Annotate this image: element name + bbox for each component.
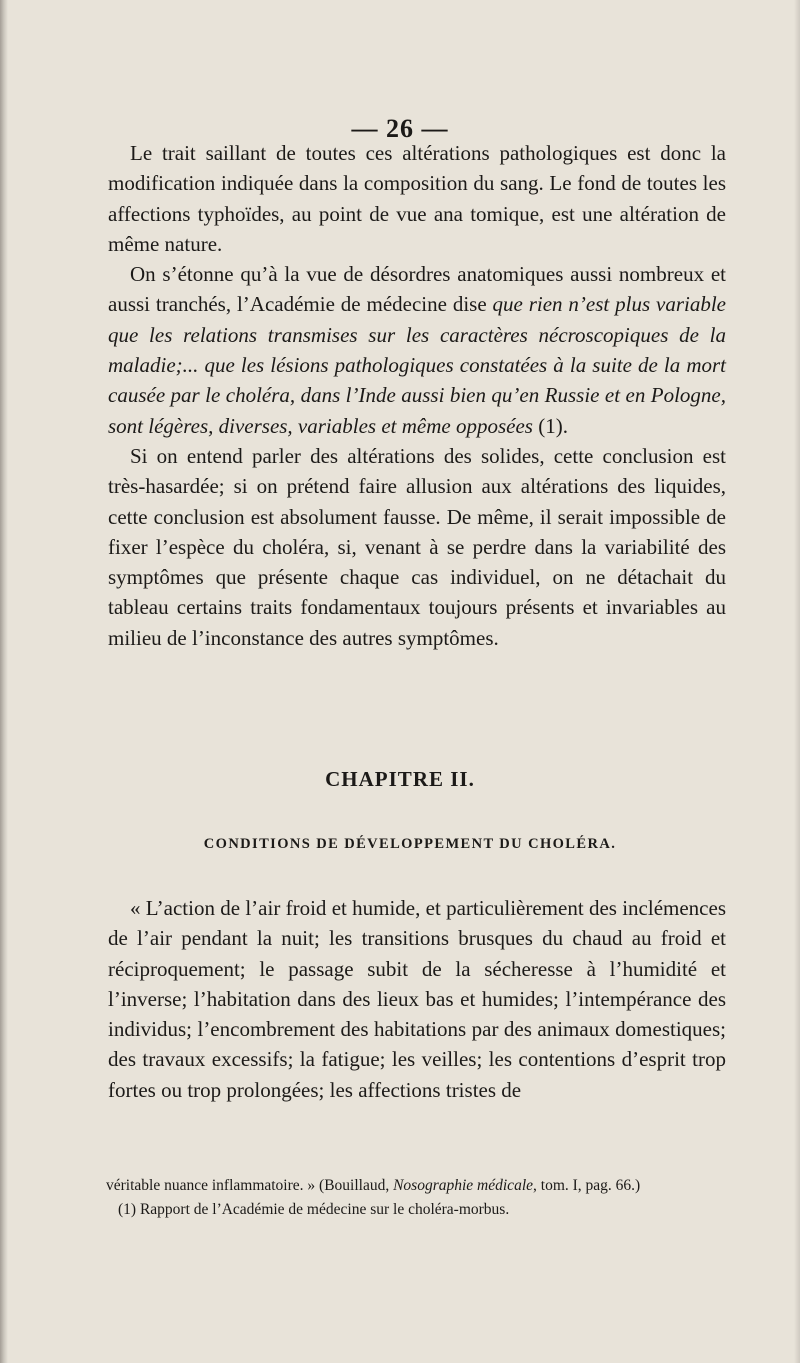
paragraph-2-text-a: On s’étonne qu’à la vue de désordres anatomiques aussi nombreux et aussi tranchés, l’Académie de médecine dise (108, 262, 726, 317)
paragraph-3-text: Si on entend parler des altérations des solides, cette conclusion est très-hasardée; si on prétend faire allusion aux altérations des liquides, cette conclusion est absolument fausse. De même, il serait impossible de fixer l’espèce du choléra, si, venant à se perdre dans la variabilité des symptômes que présente chaque cas individuel, on ne détachait du tableau certains traits fondamentaux toujours présents et invariables au milieu de l’inconstance des autres symptômes. (108, 443, 726, 650)
page-edge-shadow (794, 0, 800, 1363)
paragraph-1-text: Le trait saillant de toutes ces altérations pathologiques est donc la modification indiquée dans la composition du sang. Le fond de toutes les affections typhoïdes, au point de vue ana tomique, est une altération de même nature. (108, 141, 726, 256)
chapter-title: CHAPITRE II. (325, 767, 475, 791)
paragraph-2-footnote-ref: (1). (532, 413, 568, 438)
section-title: CONDITIONS DE DÉVELOPPEMENT DU CHOLÉRA. (203, 836, 617, 852)
paragraph-4 (108, 893, 726, 1105)
body-text-bottom (108, 893, 726, 1105)
body-text-top (108, 138, 726, 653)
paragraph-1 (108, 138, 726, 259)
footnote-continuation-b: , tom. I, pag. 66.) (533, 1177, 641, 1194)
footnote-book-title: Nosographie médicale (393, 1177, 534, 1194)
paragraph-3 (108, 441, 726, 653)
page-number: — 26 — (351, 114, 449, 143)
paragraph-2 (108, 259, 726, 441)
footnote-continuation (106, 1174, 726, 1198)
paragraph-2-quotation: que rien n’est plus variable que les relations transmises sur les caractères nécroscopiques de la maladie;... que les lésions pathologiques constatées à la suite de la mort causée par le choléra, dans l’Inde aussi bien qu’en Russie et en Pologne, sont légères, diverses, variables et même opposées (108, 292, 726, 438)
footnote-continuation-a: véritable nuance inflammatoire. » (Bouillaud, (106, 1177, 394, 1194)
footnotes (106, 1174, 726, 1222)
page-binding-shadow (0, 0, 8, 1363)
paragraph-4-text: « L’action de l’air froid et humide, et particulièrement des inclémences de l’air pendant la nuit; les transitions brusques du chaud au froid et réciproquement; le passage subit de la sécheresse à l’humidité et l’inverse; l’habitation dans des lieux bas et humides; l’intempérance des individus; l’encombrement des habitations par des animaux domestiques; des travaux excessifs; la fatigue; les veilles; les contentions d’esprit trop fortes ou trop prolongées; les affections tristes de (108, 896, 726, 1102)
footnote-1: (1) Rapport de l’Académie de médecine sur le choléra-morbus. (118, 1201, 510, 1218)
